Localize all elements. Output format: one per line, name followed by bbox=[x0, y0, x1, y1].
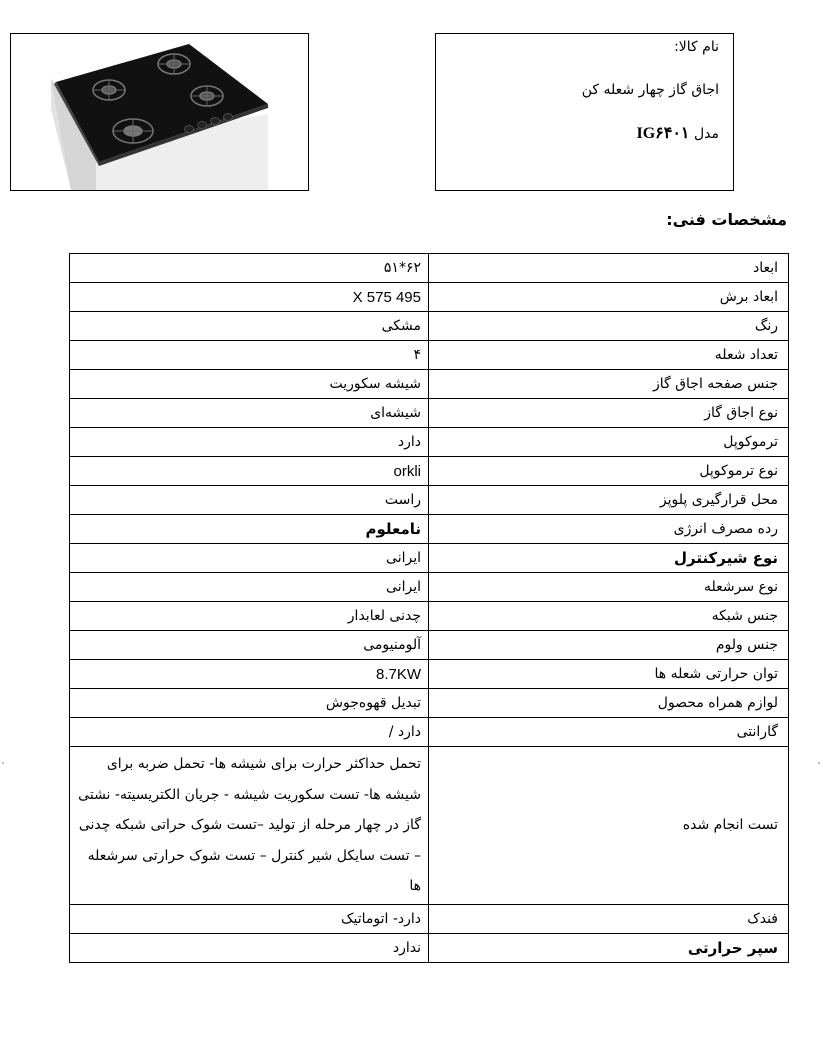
spec-row bbox=[70, 718, 789, 747]
spec-value: دارد- اتوماتیک bbox=[70, 904, 429, 933]
product-info-box bbox=[435, 33, 734, 191]
spec-row bbox=[70, 457, 789, 486]
spec-value: 495 X 575 bbox=[70, 283, 429, 312]
spec-row bbox=[70, 544, 789, 573]
spec-label: جنس صفحه اجاق گاز bbox=[429, 370, 789, 399]
product-image-frame bbox=[10, 33, 309, 191]
spec-value: دارد / bbox=[70, 718, 429, 747]
spec-value: نامعلوم bbox=[70, 515, 429, 544]
spec-value: شیشه‌ای bbox=[70, 399, 429, 428]
product-model bbox=[636, 123, 719, 143]
spec-value: چدنی لعابدار bbox=[70, 602, 429, 631]
spec-label: جنس ولوم bbox=[429, 631, 789, 660]
spec-label: گارانتی bbox=[429, 718, 789, 747]
spec-label: نوع سرشعله bbox=[429, 573, 789, 602]
gas-stove-image bbox=[11, 34, 308, 190]
spec-value: orkli bbox=[70, 457, 429, 486]
spec-label: نوع اجاق گاز bbox=[429, 399, 789, 428]
spec-value: ۴ bbox=[70, 341, 429, 370]
page-margin-mark bbox=[818, 762, 820, 764]
spec-label: سپر حرارتی bbox=[429, 933, 789, 962]
spec-value: ندارد bbox=[70, 933, 429, 962]
spec-row bbox=[70, 689, 789, 718]
product-name-label: نام کالا: bbox=[674, 39, 719, 55]
spec-row bbox=[70, 486, 789, 515]
spec-row bbox=[70, 341, 789, 370]
spec-label: توان حرارتی شعله ها bbox=[429, 660, 789, 689]
spec-row bbox=[70, 428, 789, 457]
spec-label: ترموکوپل bbox=[429, 428, 789, 457]
spec-label: لوازم همراه محصول bbox=[429, 689, 789, 718]
spec-value: ۶۲*۵۱ bbox=[70, 254, 429, 283]
specs-heading: مشخصات فنی: bbox=[666, 210, 787, 229]
spec-row bbox=[70, 933, 789, 962]
spec-row bbox=[70, 283, 789, 312]
spec-label: فندک bbox=[429, 904, 789, 933]
spec-value: شیشه سکوریت bbox=[70, 370, 429, 399]
specs-table bbox=[69, 253, 789, 963]
spec-value: دارد bbox=[70, 428, 429, 457]
spec-value: ایرانی bbox=[70, 544, 429, 573]
spec-row bbox=[70, 904, 789, 933]
spec-value: تحمل حداکثر حرارت برای شیشه ها- تحمل ضربه برای شیشه ها- تست سکوریت شیشه - جریان الکتریسیته- نشتی گاز در چهار مرحله از تولید –تست شوک حراتی شبکه چدنی – تست سایکل شیر کنترل – تست شوک حرارتی سرشعله ها bbox=[70, 747, 429, 905]
spec-label: تست انجام شده bbox=[429, 747, 789, 905]
spec-value: مشکی bbox=[70, 312, 429, 341]
spec-label: محل قرارگیری پلوپز bbox=[429, 486, 789, 515]
spec-row bbox=[70, 660, 789, 689]
spec-row bbox=[70, 312, 789, 341]
spec-value: تبدیل قهوه‌جوش bbox=[70, 689, 429, 718]
spec-value: ایرانی bbox=[70, 573, 429, 602]
spec-row bbox=[70, 747, 789, 905]
product-name: اجاق گاز چهار شعله کن bbox=[581, 82, 719, 98]
spec-row bbox=[70, 515, 789, 544]
spec-label: جنس شبکه bbox=[429, 602, 789, 631]
spec-label: نوع ترموکوپل bbox=[429, 457, 789, 486]
spec-label: ابعاد bbox=[429, 254, 789, 283]
spec-row bbox=[70, 631, 789, 660]
spec-row bbox=[70, 573, 789, 602]
spec-row bbox=[70, 370, 789, 399]
spec-value: آلومنیومی bbox=[70, 631, 429, 660]
model-code: IG۶۴۰۱ bbox=[636, 125, 690, 142]
spec-row bbox=[70, 254, 789, 283]
spec-row bbox=[70, 602, 789, 631]
spec-value: راست bbox=[70, 486, 429, 515]
spec-label: تعداد شعله bbox=[429, 341, 789, 370]
model-label: مدل bbox=[693, 126, 719, 142]
spec-label: رده مصرف انرژی bbox=[429, 515, 789, 544]
page-margin-mark bbox=[2, 762, 4, 764]
spec-row bbox=[70, 399, 789, 428]
spec-label: رنگ bbox=[429, 312, 789, 341]
spec-label: ابعاد برش bbox=[429, 283, 789, 312]
spec-label: نوع شیرکنترل bbox=[429, 544, 789, 573]
spec-value: 8.7KW bbox=[70, 660, 429, 689]
